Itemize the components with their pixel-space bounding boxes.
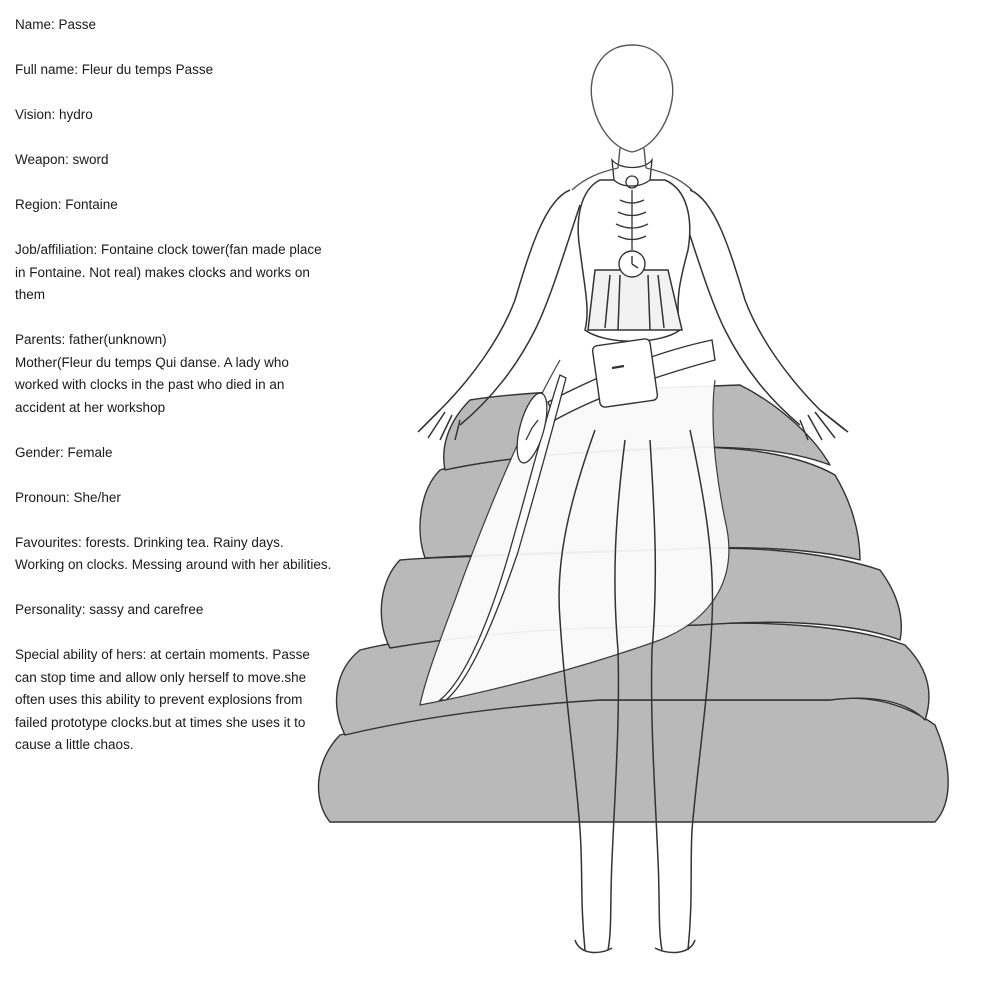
pouch bbox=[592, 338, 658, 407]
character-sketch bbox=[300, 30, 980, 990]
personality-field: Personality: sassy and carefree bbox=[15, 602, 204, 617]
bodice-clock bbox=[619, 251, 645, 277]
parents-field bbox=[15, 329, 335, 419]
father-line: Parents: father(unknown) bbox=[15, 332, 167, 347]
head-outline bbox=[591, 45, 672, 152]
special-ability-field: Special ability of hers: at certain moments. Passe can stop time and allow only herself to move.she often uses this ability to prevent explosions from failed prototype clocks.but at times she uses it to cause a little chaos. bbox=[15, 647, 310, 752]
right-hand bbox=[800, 410, 845, 440]
favourites-field: Favourites: forests. Drinking tea. Rainy days. Working on clocks. Messing around with her abilities. bbox=[15, 534, 332, 572]
corset bbox=[588, 270, 682, 330]
region-field: Region: Fontaine bbox=[15, 197, 118, 212]
weapon-field: Weapon: sword bbox=[15, 152, 109, 167]
character-profile bbox=[15, 14, 335, 779]
vision-field: Vision: hydro bbox=[15, 107, 93, 122]
pronoun-field: Pronoun: She/her bbox=[15, 489, 121, 505]
gender-field: Gender: Female bbox=[15, 444, 113, 460]
name-field: Name: Passe bbox=[15, 17, 97, 32]
full-name-field: Full name: Fleur du temps Passe bbox=[15, 62, 214, 77]
mother-line: Mother(Fleur du temps Qui danse. A lady who worked with clocks in the past who died in an accident at her workshop bbox=[15, 354, 289, 415]
feet bbox=[575, 940, 695, 953]
job-field: Job/affiliation: Fontaine clock tower(fan made place in Fontaine. Not real) makes clocks and works on them bbox=[15, 242, 322, 302]
character-sketch-drawing bbox=[300, 30, 980, 990]
